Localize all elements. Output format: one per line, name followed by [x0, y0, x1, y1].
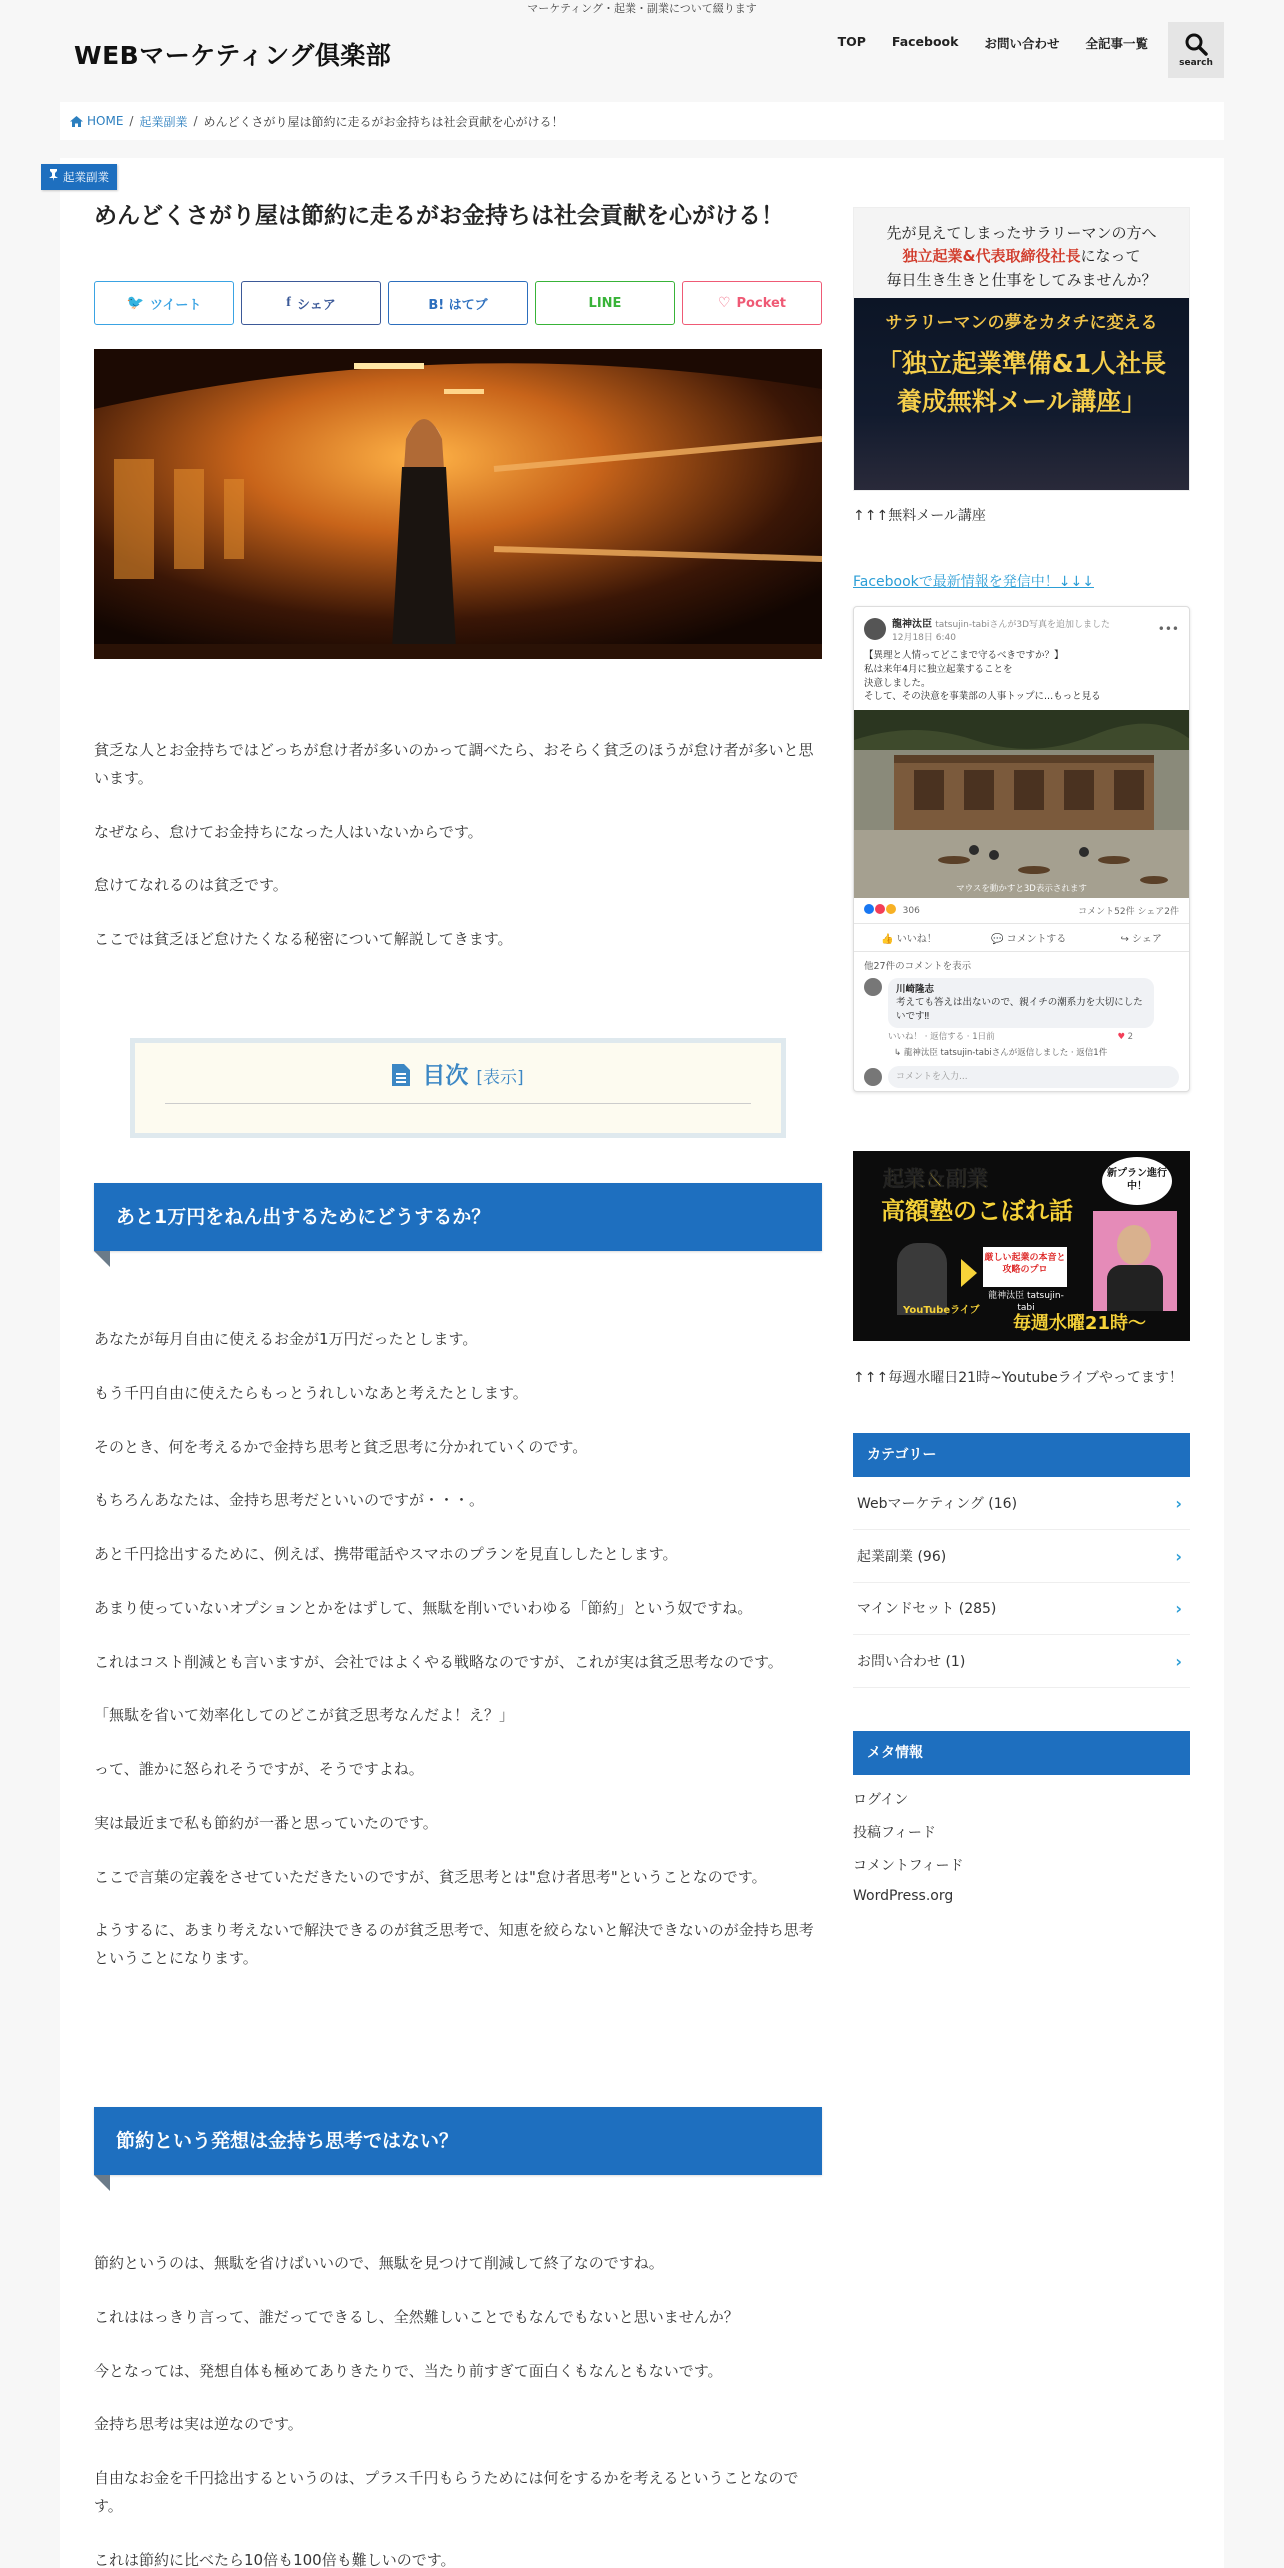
banner-bottom: [854, 298, 1189, 491]
banner-caption: ↑↑↑毎週水曜日21時~Youtubeライブやってます！: [853, 1370, 1183, 1386]
paragraph: 怠けてなれるのは貧乏です。: [94, 876, 288, 895]
banner-title: 起業＆副業: [883, 1167, 988, 1191]
fb-like-button[interactable]: [881, 930, 937, 945]
nav-item-all-posts[interactable]: 全記事一覧: [1085, 36, 1148, 51]
fb-comment-likes: 2: [1127, 1031, 1134, 1042]
love-reaction-icon: [875, 904, 885, 914]
toc-divider: [165, 1103, 751, 1104]
banner-highlight: 独立起業&代表取締役社長: [902, 247, 1081, 266]
paragraph: もう千円自由に使えたらもっとうれしいなあと考えたとします。: [94, 1383, 528, 1402]
fb-text-line: 私は来年4月に独立起業することを: [864, 663, 1013, 675]
fb-text-line: 決意しました。: [864, 677, 931, 689]
fb-comment-button[interactable]: [991, 930, 1066, 945]
share-buttons: [94, 281, 822, 325]
paragraph: あまり使っていないオプションとかをはずして、無駄を削いでいわゆる「節約」という奴ですね。: [94, 1598, 753, 1617]
categories-widget-title: カテゴリー: [853, 1433, 1190, 1477]
fb-photo-caption: マウスを動かすと3D表示されます: [956, 884, 1087, 895]
nav-item-contact[interactable]: お問い合わせ: [984, 36, 1060, 51]
chevron-right-icon: ›: [1175, 1494, 1182, 1513]
fb-comment: [854, 978, 1189, 1028]
banner-caption: ↑↑↑無料メール講座: [853, 508, 986, 524]
toc-title: [135, 1057, 781, 1090]
section1-text: [94, 1326, 822, 1973]
folder-icon: [48, 169, 59, 181]
paragraph: これは節約に比べたら10倍も100倍も難しいのです。: [94, 2550, 456, 2568]
category-item[interactable]: [853, 1583, 1190, 1635]
mail-course-banner[interactable]: [853, 207, 1190, 491]
heading-fold: [94, 1251, 110, 1267]
facebook-icon: f: [286, 295, 291, 310]
section-heading-text: あと1万円をねん出するためにどうするか？: [116, 1206, 491, 1228]
paragraph: 金持ち思考は実は逆なのです。: [94, 2415, 303, 2434]
youtube-label: YouTubeライブ: [903, 1305, 980, 1316]
avatar: [864, 618, 886, 640]
facebook-share-label: シェア: [296, 297, 336, 313]
category-label: Webマーケティング (16): [857, 1496, 1018, 1512]
fb-commenter[interactable]: 川崎隆志: [896, 984, 935, 996]
pocket-label: Pocket: [736, 295, 787, 311]
meta-link-wordpress[interactable]: WordPress.org: [853, 1888, 954, 1904]
heart-icon: ♥: [1117, 1031, 1125, 1042]
paragraph: これはコスト削減とも言いますが、会社ではよくやる戦略なのですが、これが実は貧乏思考なのです。: [94, 1652, 783, 1671]
fb-text-line: 【異理と人情ってどこまで守るべきですか？】: [864, 650, 1064, 661]
intro-text: [94, 737, 822, 954]
haha-reaction-icon: [886, 904, 896, 914]
avatar: [864, 1068, 882, 1086]
section-heading-text: 節約という発想は金持ち思考ではない？: [116, 2130, 459, 2152]
fb-more-comments[interactable]: 他27件のコメントを表示: [864, 961, 972, 973]
paragraph: もちろんあなたは、金持ち思考だといいのですが・・・。: [94, 1491, 485, 1510]
chevron-right-icon: ›: [1175, 1652, 1182, 1671]
banner-line-suffix: になって: [1080, 247, 1141, 266]
fb-reply[interactable]: [854, 1042, 1189, 1058]
fb-post-header: [854, 607, 1189, 647]
category-badge-label: 起業副業: [63, 170, 109, 184]
paragraph: 自由なお金を千円捻出するというのは、プラス千円もらうためには何をするかを考えるということなのです。: [94, 2469, 799, 2515]
meta-link-comment-feed[interactable]: コメントフィード: [853, 1858, 964, 1874]
fb-comment-input: [864, 1066, 1179, 1088]
breadcrumb: [60, 102, 1224, 140]
paragraph: あと千円捻出するために、例えば、携帯電話やスマホのプランを見直ししたとします。: [94, 1545, 678, 1563]
banner-main: 「独立起業準備&1人社長: [876, 349, 1167, 378]
paragraph: 今となっては、発想自体も極めてありきたりで、当たり前すぎて面白くもなんともないです。: [94, 2361, 723, 2380]
category-badge[interactable]: [41, 164, 117, 190]
toc-toggle[interactable]: [表示]: [476, 1068, 524, 1088]
section-heading: [94, 2107, 822, 2175]
more-icon[interactable]: •••: [1157, 622, 1179, 636]
document-icon: [392, 1064, 410, 1086]
fb-comment-text: 考えても答えは出ないので、親イチの潮系力を大切にしたいです‼: [896, 997, 1143, 1022]
search-icon: [1184, 32, 1208, 56]
reply-arrow-icon: ↳: [894, 1047, 904, 1058]
line-button[interactable]: [535, 281, 675, 325]
facebook-embed[interactable]: [853, 606, 1190, 1092]
fb-reply-text: 龍神汰臣 tatsujin-tabiさんが返信しました · 返信1件: [903, 1047, 1108, 1058]
speech-bubble: 新プラン進行中！: [1102, 1157, 1172, 1205]
fb-comment-field[interactable]: コメントを入力...: [888, 1066, 1179, 1088]
fb-photo[interactable]: [854, 710, 1189, 898]
paragraph: なぜなら、怠けてお金持ちになった人はいないからです。: [94, 822, 483, 841]
breadcrumb-separator: /: [193, 114, 198, 128]
share-icon: ↪: [1120, 934, 1133, 946]
paragraph: これははっきり言って、誰だってできるし、全然難しいことでもなんでもないと思いませんか？: [94, 2307, 739, 2326]
chevron-right-icon: ›: [1175, 1599, 1182, 1618]
banner-top: [854, 208, 1189, 298]
site-tagline: マーケティング・起業・副業について綴ります: [527, 2, 757, 15]
fb-comment-meta-text[interactable]: いいね！ · 返信する · 1日前: [888, 1031, 995, 1042]
tweet-button[interactable]: [94, 281, 234, 325]
banner-box: 厳しい起業の本音と攻略のプロ: [983, 1247, 1067, 1287]
banner-line: [854, 245, 1189, 268]
pocket-icon: ♡: [717, 295, 731, 311]
fb-stats: [854, 898, 1189, 924]
section-heading: [94, 1183, 822, 1251]
meta-link-login[interactable]: ログイン: [853, 1792, 909, 1808]
hatena-label: B! はてブ: [428, 297, 488, 313]
fb-like-label: いいね！: [896, 934, 937, 946]
paragraph: ここでは貧乏ほど怠けたくなる秘密について解説してきます。: [94, 930, 513, 948]
avatar: [864, 978, 882, 996]
tweet-label: ツイート: [150, 297, 202, 313]
search-label: search: [1179, 58, 1213, 68]
paragraph: 貧乏な人とお金持ちではどっちが怠け者が多いのかって調べたら、おそらく貧乏のほうが怠け者が多いと思います。: [94, 741, 814, 787]
meta-widget-title: メタ情報: [853, 1731, 1190, 1775]
fb-text-line: そして、その決意を事業部の人事トップに...もっと見る: [864, 691, 1101, 703]
fb-comment-label: コメントする: [1006, 934, 1067, 946]
twitter-icon: 🐦: [126, 295, 145, 311]
category-item[interactable]: [853, 1636, 1190, 1688]
chevron-right-icon: ›: [1175, 1547, 1182, 1566]
paragraph: ここで言葉の定義をさせていただきたいのですが、貧乏思考とは"怠け者思考"ということなのです。: [94, 1867, 767, 1886]
fb-share-button[interactable]: [1120, 930, 1161, 945]
paragraph: 「無駄を省いて効率化してのどこが貧乏思考なんだよ！え？」: [94, 1706, 515, 1725]
banner-line: 毎日生き生きと仕事をしてみませんか？: [886, 270, 1157, 289]
breadcrumb-current: めんどくさがり屋は節約に走るがお金持ちは社会貢献を心がける！: [203, 114, 564, 129]
banner-line: 先が見えてしまったサラリーマンの方へ: [886, 224, 1157, 242]
fb-stats-right[interactable]: コメント52件 シェア2件: [1078, 907, 1179, 918]
pocket-button[interactable]: [682, 281, 822, 325]
banner-title: 高額塾のこぼれ話: [881, 1197, 1073, 1225]
paragraph: 節約というのは、無駄を省けばいいので、無駄を見つけて削減して終了なのですね。: [94, 2254, 664, 2272]
comment-icon: 💬: [990, 934, 1007, 946]
nav-item-top[interactable]: TOP: [837, 34, 866, 49]
search-button[interactable]: [1168, 22, 1224, 78]
home-icon: [70, 116, 83, 127]
banner-schedule: 毎週水曜21時〜: [1012, 1313, 1146, 1334]
fb-author[interactable]: 龍神汰臣: [892, 619, 932, 630]
table-of-contents: [130, 1038, 786, 1138]
fb-comment-meta: [854, 1028, 1189, 1042]
nav-item-facebook[interactable]: Facebook: [891, 34, 959, 49]
breadcrumb-home[interactable]: HOME: [87, 114, 124, 128]
section2-text: [94, 2250, 822, 2568]
fb-reactions[interactable]: [864, 904, 920, 917]
category-label: マインドセット (285): [857, 1601, 997, 1617]
category-label: 起業副業 (96): [857, 1549, 947, 1565]
line-label: LINE: [588, 295, 622, 311]
youtube-live-banner[interactable]: [853, 1151, 1190, 1341]
facebook-share-button[interactable]: [241, 281, 381, 325]
arrow-icon: [961, 1259, 977, 1287]
fb-reaction-count: 306: [902, 906, 920, 917]
fb-author-suffix: tatsujin-tabiさんが3D写真を追加しました: [935, 620, 1111, 630]
like-reaction-icon: [864, 904, 874, 914]
paragraph: ようするに、あまり考えないで解決できるのが貧乏思考で、知恵を絞らないと解決できないのが金持ち思考ということになります。: [94, 1921, 814, 1967]
fb-date: 12月18日 6:40: [892, 633, 956, 643]
heading-fold: [94, 2175, 110, 2191]
fb-comment-bubble: [888, 978, 1154, 1028]
category-label: お問い合わせ (1): [857, 1654, 966, 1670]
hero-image: [94, 349, 822, 659]
hatena-button[interactable]: [388, 281, 528, 325]
banner-sub: サラリーマンの夢をカタチに変える: [885, 313, 1158, 333]
site-title[interactable]: WEBマーケティング倶楽部: [74, 41, 392, 70]
fb-actions: [854, 924, 1189, 952]
category-item[interactable]: [853, 1531, 1190, 1583]
paragraph: って、誰かに怒られそうですが、そうですよね。: [94, 1760, 424, 1778]
paragraph: 実は最近まで私も節約が一番と思っていたのです。: [94, 1813, 438, 1832]
paragraph: あなたが毎月自由に使えるお金が1万円だったとします。: [94, 1330, 478, 1348]
breadcrumb-category[interactable]: 起業副業: [139, 114, 188, 129]
post-title: めんどくさがり屋は節約に走るがお金持ちは社会貢献を心がける！: [94, 203, 784, 229]
person-photo: [1093, 1211, 1177, 1311]
fb-share-label: シェア: [1132, 934, 1162, 946]
paragraph: そのとき、何を考えるかで金持ち思考と貧乏思考に分かれていくのです。: [94, 1437, 588, 1456]
toc-title-text: 目次: [422, 1063, 469, 1089]
thumbs-up-icon: 👍: [881, 934, 897, 946]
meta-link-feed[interactable]: 投稿フィード: [853, 1825, 936, 1841]
banner-main: 養成無料メール講座」: [896, 386, 1147, 416]
fb-post-text: [854, 647, 1189, 706]
facebook-link[interactable]: Facebookで最新情報を発信中！↓↓↓: [853, 574, 1094, 590]
banner-name: 龍神汰臣 tatsujin-tabi: [988, 1291, 1064, 1313]
main-nav: [812, 22, 1224, 78]
breadcrumb-separator: /: [129, 114, 134, 128]
category-item[interactable]: [853, 1478, 1190, 1530]
